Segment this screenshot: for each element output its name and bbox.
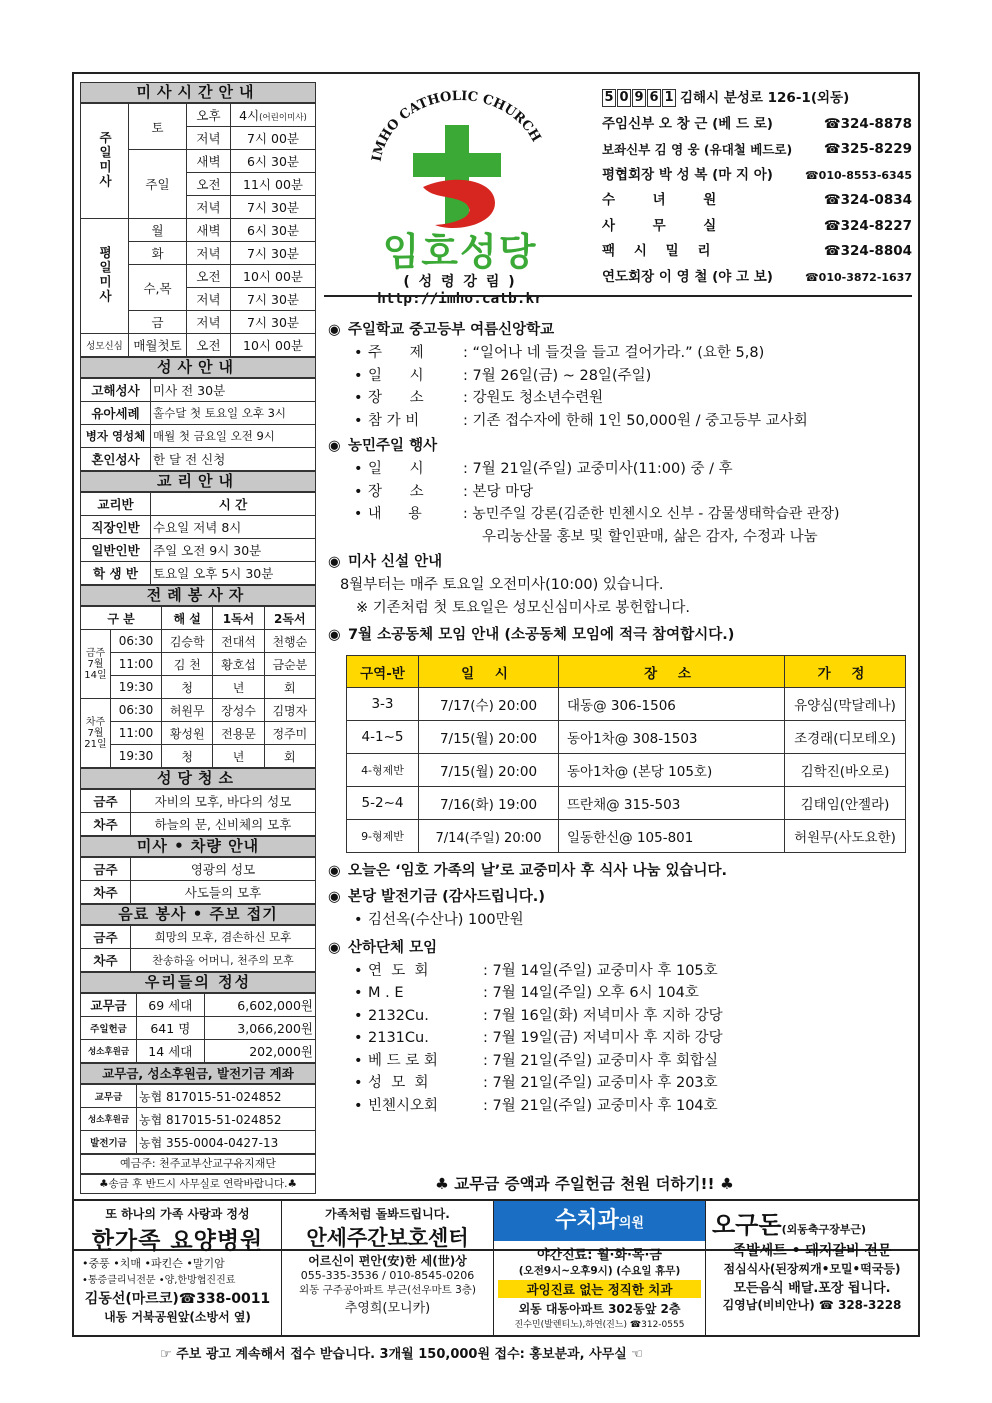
ad-strip — [72, 1199, 920, 1337]
sacrament-table: 고해성사 미사 전 30분 유아세례 홀수달 첫 토요일 오후 3시 병자 영성체 매월 첫 금요일 오전 9시 혼인성사 한 달 전 신청 — [80, 378, 316, 471]
notice-title: ◉ 농민주일 행사 — [328, 438, 438, 454]
church-url[interactable]: http://imho.catb.kr — [377, 291, 543, 307]
church-subtitle: ( 성 령 강 림 ) — [403, 274, 517, 290]
church-name: 임호성당 — [382, 230, 538, 274]
table-row: 5-2~4 7/16(화) 19:00 뜨란채@ 315-503 김태임(안젤라) — [347, 787, 906, 820]
account-holder: 예금주: 천주교부산교구유지재단 — [80, 1154, 316, 1174]
ad-dental[interactable]: 수치과의원 야간진료: 월·화·목·금 (오전9시~오후9시) (수요일 휴무) 과잉진료 없는 정직한 치과 외동 대동아파트 302동앞 2층 진수민(발렌티노),하연(진느) ☎312-0555 — [494, 1201, 706, 1335]
cleaning-table: 금주 자비의 모후, 바다의 성모 차주 하늘의 문, 신비체의 모후 — [80, 789, 316, 836]
slogan: ♣ 교무금 증액과 주일헌금 천원 더하기!! ♣ — [435, 1175, 734, 1193]
ad-restaurant[interactable]: 오구돈(외동축구장부근) 족발세트 • 돼지갈비 전문 점심식사(된장찌개•모밀•떡국등) 모든음식 배달.포장 됩니다. 김영남(비비안나) ☎ 328-3228 — [712, 1211, 902, 1312]
drink-title: 음료 봉사 • 주보 접기 — [80, 904, 316, 925]
catechism-title: 교리안내 — [80, 471, 316, 492]
remit-note: ♣송금 후 반드시 사무실로 연락바랍니다.♣ — [80, 1174, 316, 1194]
notice-title: ◉ 산하단체 모임 — [328, 939, 438, 956]
account-title: 교무금, 성소후원금, 발전기금 계좌 — [80, 1063, 316, 1084]
logo-emblem — [345, 85, 575, 235]
notice-title: ◉ 미사 신설 안내 — [328, 554, 443, 570]
cross-horizontal — [413, 153, 501, 177]
table-row: 4-형제반 7/15(월) 20:00 동아1차@ (본당 105호) 김학진(바오로) — [347, 754, 906, 787]
sat-label: 토 — [129, 104, 187, 150]
offering-table: 교무금 69 세대 6,602,000원 주일헌금 641 명 3,066,200원 성소후원금 14 세대 202,000원 — [80, 993, 316, 1063]
notice-title: ◉ 7월 소공동체 모임 안내 (소공동체 모임에 적극 참여합시다.) — [328, 627, 735, 643]
notice-title: ◉ 본당 발전기금 (감사드립니다.) — [328, 889, 545, 905]
notice-title: ◉ 주일학교 중고등부 여름신앙학교 — [328, 322, 555, 338]
offering-title: 우리들의 정성 — [80, 972, 316, 993]
mass-time-table: 주일미사 토 오후 4시(어린이미사) 저녁 7시 00분 주일 새벽 6시 30분 오전 11시 00분 저녁 7시 30분 평일미사 월 새벽 6시 30분 화 저녁 7시 30분 수,목 오전 10시 00분 저녁 7시 30분 금 저녁 7시 30분 성모신심 매월첫토 오전 10시 00분 — [80, 103, 316, 357]
notices: ◉ 주일학교 중고등부 여름신앙학교 • 주 제 : “일어나 네 들것을 들고 걸어가라.” (요한 5,8) • 일 시 : 7월 26일(금) ~ 28일(주일) • 장 소 : 강원도 청소년수련원 • 참 가 비 : 기존 접수자에 한해 1인 50,000원 / 중고등부 교사회 ◉ 농민주일 행사 • 일 시 : 7월 21일(주일) 교중미사(11:00) 중 / 후 • 장 소 : 본당 마당 • 내 용 : 농민주일 강론(김준한 빈첸시오 신부 - 감물생태학습관 관장) 우리농산물 홍보 및 할인판매, 삶은 감자, 수정과 나눔 ◉ 미사 신설 안내 8월부터는 매주 토요일 오전미사(10:00) 있습니다. ※ 기존처럼 첫 토요일은 성모신심미사로 봉헌합니다. ◉ 7월 소공동체 모임 안내 (소공동체 모임에 적극 참여합시다.) 구역-반 일 시 장 소 가 정 3-3 7/17(수) 20:00 대동@ 306-1506 유양심(막달레나) 4-1~5 7/15(월) 20:00 동아1차@ 308-1503 조경래(디모테오) 4-형제반 7/15(월) 20:00 동아1차@ (본당 105호) 김학진(바오로) 5-2~4 7/16(화) 19:00 뜨란채@ 315-503 김태임(안젤라) 9-형제반 7/14(주일) 20:00 일동한신@ 105-801 허원무(사도요한) ◉ 오늘은 ‘임호 가족의 날’로 교중미사 후 식사 나눔 있습니다. ◉ 본당 발전기금 (감사드립니다.) • 김선옥(수산나) 100만원 ◉ 산하단체 모임 • 연 도 회 : 7월 14일(주일) 교중미사 후 105호 • M . E : 7월 14일(주일) 오후 6시 104호 • 2132Cu. : 7월 16일(화) 저녁미사 후 지하 강당 • 2131Cu. : 7월 19일(금) 저녁미사 후 지하 강당 • 베 드 로 회 : 7월 21일(주일) 교중미사 후 회합실 • 성 모 회 : 7월 21일(주일) 교중미사 후 203호 • 빈첸시오회 : 7월 21일(주일) 교중미사 후 104호 — [328, 318, 918, 1117]
zip-code: 5 0 9 6 1 — [602, 86, 676, 112]
church-logo — [345, 85, 575, 307]
contact-info: 5 0 9 6 1 김해시 분성로 126-1(외동) 주임신부 오 창 근 (베 드 로) ☎324-8878 보좌신부 김 영 웅 (유대철 베드로) ☎325-8229 평협회장 박 성 복 (마 지 아) ☎010-8553-6345 수 녀 원 ☎324-0834 사 무 실 ☎324-8227 팩 시 밀 리 ☎324-8804 연도회장 이 영 철 (야 고 보) ☎010-3872-1637 — [602, 86, 912, 290]
catechism-table: 교리반 시 간 직장인반 수요일 저녁 8시 일반인반 주일 오전 9시 30분 학 생 반 토요일 오후 5시 30분 — [80, 492, 316, 585]
drink-table: 금주 희망의 모후, 겸손하신 모후 차주 찬송하올 어머니, 천주의 모후 — [80, 925, 316, 972]
sunday-mass-label: 주일미사 — [97, 130, 113, 189]
ad-hospital[interactable]: 또 하나의 가족 사랑과 정성 한가족 요양병원 •중풍 •치매 •파킨슨 •말기암 •통증클리닉전문 •양,한방협진진료 김동선(마르코)☎338-0011 내동 거북공원앞(소방서 옆) — [74, 1201, 282, 1335]
notice-title: ◉ 오늘은 ‘임호 가족의 날’로 교중미사 후 식사 나눔 있습니다. — [328, 863, 728, 879]
servers-table: 구 분 해 설 1독서 2독서 금주 7월 14일 06:30 김승학 전대석 천행순 11:00 김 천 황호섭 금순분 19:30 청 년 회 차주 7월 21일 06:30 허원무 장성수 김명자 11:00 황성원 전용문 정주미 19:30 청 년 회 — [80, 606, 316, 768]
address: 김해시 분성로 126-1(외동) — [680, 90, 850, 106]
servers-title: 전례봉사자 — [80, 585, 316, 606]
table-row: 4-1~5 7/15(월) 20:00 동아1차@ 308-1503 조경래(디모테오) — [347, 721, 906, 754]
weekday-mass-label: 평일미사 — [97, 245, 113, 304]
logo-arc-text: IMHO CATHOLIC CHURCH — [369, 88, 544, 163]
left-column — [80, 82, 316, 1194]
vehicle-title: 미사 • 차량 안내 — [80, 836, 316, 857]
sun-label: 주일 — [129, 150, 187, 219]
table-row: 9-형제반 7/14(주일) 20:00 일동한신@ 105-801 허원무(사도요한) — [347, 820, 906, 853]
cleaning-title: 성당청소 — [80, 768, 316, 789]
vehicle-table: 금주 영광의 성모 차주 사도들의 모후 — [80, 857, 316, 904]
sacrament-title: 성사안내 — [80, 357, 316, 378]
table-row: 3-3 7/17(수) 20:00 대동@ 306-1506 유양심(막달레나) — [347, 688, 906, 721]
mass-time-title: 미사시간안내 — [80, 82, 316, 103]
small-community-table: 구역-반 일 시 장 소 가 정 3-3 7/17(수) 20:00 대동@ 306-1506 유양심(막달레나) 4-1~5 7/15(월) 20:00 동아1차@ 308-1503 조경래(디모테오) 4-형제반 7/15(월) 20:00 동아1차@ (본당 105호) 김학진(바오로) 5-2~4 7/16(화) 19:00 뜨란채@ 315-503 김태임(안젤라) 9-형제반 7/14(주일) 20:00 일동한신@ 105-801 허원무(사도요한) — [346, 655, 906, 853]
header-divider — [324, 295, 912, 297]
account-table: 교무금 농협 817015-51-024852 성소후원금 농협 817015-51-024852 발전기금 농협 355-0004-0427-13 — [80, 1084, 316, 1154]
ad-daycare[interactable]: 가족처럼 돌봐드립니다. 안세주간보호센터 어르신이 편안(安)한 세(世)상 055-335-3536 / 010-8545-0206 외동 구주공아파트 부근(선우마트 3층) 추영희(모니카) — [282, 1201, 494, 1335]
footer-note: ☞ 주보 광고 계속해서 접수 받습니다. 3개월 150,000원 접수: 홍보분과, 사무실 ☜ — [160, 1347, 643, 1362]
